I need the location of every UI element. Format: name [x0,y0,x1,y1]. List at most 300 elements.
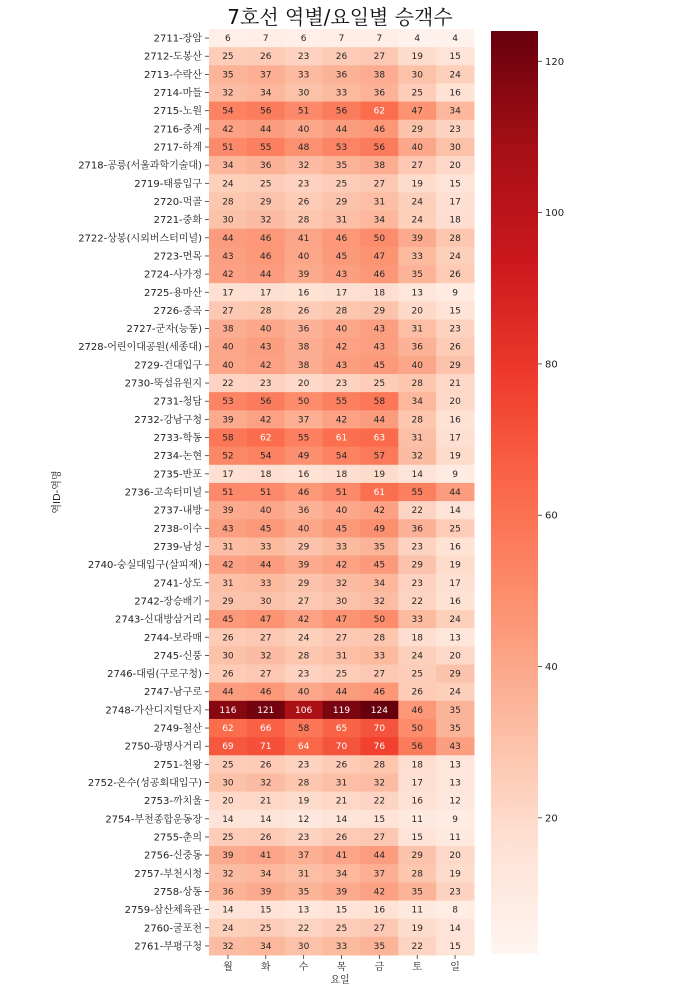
cell-value-label: 35 [373,542,386,553]
cell-value-label: 23 [297,669,310,680]
cell-value-label: 23 [297,832,310,843]
x-tick-labels [223,955,460,973]
cell-value-label: 16 [297,469,310,480]
cell-value-label: 26 [335,760,348,771]
x-axis-label: 요일 [330,975,350,986]
cell-value-label: 43 [373,342,386,353]
cell-value-label: 31 [335,651,348,662]
cell-value-label: 25 [260,179,272,190]
cell-value-label: 41 [335,851,348,862]
cell-value-label: 26 [297,197,310,208]
cell-value-label: 29 [222,596,234,607]
cell-value-label: 48 [297,143,310,154]
cell-value-label: 42 [260,360,272,371]
cell-value-label: 14 [335,814,348,825]
y-tick-label: 2735-반포 [153,469,202,481]
cell-value-label: 17 [335,288,348,299]
cell-value-label: 56 [260,397,272,408]
cell-value-label: 45 [335,251,348,262]
cell-value-label: 28 [373,760,386,771]
cell-value-label: 13 [411,288,423,299]
cell-value-label: 24 [411,215,423,226]
y-tick-label: 2729-건대입구 [134,360,202,372]
cell-value-label: 33 [335,88,348,99]
cell-value-label: 15 [449,306,461,317]
y-tick-label: 2752-온수(성공회대입구) [87,778,202,790]
cell-value-label: 45 [335,524,348,535]
cell-value-label: 44 [449,488,461,498]
cell-value-label: 70 [373,724,386,735]
cell-value-label: 19 [411,179,423,190]
cell-value-label: 18 [411,760,423,771]
cell-value-label: 56 [411,742,423,753]
cell-value-label: 34 [260,88,272,99]
cell-value-label: 30 [335,596,348,607]
cell-value-label: 63 [373,433,386,444]
cell-value-label: 23 [449,887,461,898]
cell-value-label: 62 [222,724,234,735]
cell-value-label: 19 [449,451,461,462]
cell-value-label: 39 [260,887,272,898]
cell-value-label: 47 [373,251,386,262]
cell-value-label: 24 [222,923,234,934]
cell-value-label: 13 [449,633,461,644]
cell-value-label: 14 [222,905,234,916]
cell-value-label: 39 [222,506,234,517]
cell-value-label: 39 [222,415,234,426]
cell-value-label: 26 [297,306,310,317]
cell-value-label: 30 [411,70,423,81]
cell-value-label: 19 [411,923,423,934]
cell-value-label: 42 [297,615,310,626]
cell-value-label: 40 [260,506,272,517]
cell-value-label: 31 [222,542,234,553]
cell-value-label: 44 [373,415,386,426]
y-tick-label: 2716-중계 [153,124,202,136]
cell-value-label: 49 [373,524,386,535]
cell-value-label: 32 [222,941,234,952]
y-tick-label: 2744-보라매 [143,632,202,644]
cell-value-label: 40 [222,360,234,371]
cell-value-label: 30 [297,941,310,952]
cell-value-label: 16 [411,796,423,807]
y-tick-label: 2749-철산 [153,723,202,735]
y-tick-label: 2728-어린이대공원(세종대) [78,342,202,354]
cell-value-label: 58 [373,397,386,408]
cell-value-label: 24 [411,197,423,208]
cell-value-label: 15 [260,905,272,916]
cell-value-label: 22 [411,596,423,607]
cell-value-label: 23 [335,379,348,390]
y-tick-label: 2715-노원 [153,106,202,118]
cell-value-label: 17 [260,288,272,299]
cell-value-label: 121 [257,705,275,716]
cell-value-label: 66 [260,724,272,735]
cell-value-label: 12 [449,796,461,807]
cell-value-label: 35 [222,70,234,81]
cell-value-label: 15 [449,52,461,63]
y-tick-label: 2736-고속터미널 [124,487,202,499]
cell-value-label: 13 [449,760,461,771]
cell-value-label: 42 [335,415,348,426]
y-axis-label: 역ID-역명 [52,470,63,514]
cell-value-label: 14 [449,923,461,934]
cell-value-label: 40 [411,360,423,371]
cell-value-label: 22 [222,379,234,390]
cell-value-label: 46 [373,687,386,698]
y-tick-label: 2751-천왕 [153,759,202,771]
cell-value-label: 14 [260,814,272,825]
cell-value-label: 25 [335,179,348,190]
cell-value-label: 35 [449,705,461,716]
cell-value-label: 34 [335,869,348,880]
cell-value-label: 46 [260,251,272,262]
cell-value-label: 45 [222,615,234,626]
cell-value-label: 27 [411,161,423,172]
cell-value-label: 7 [338,34,345,45]
cell-value-label: 52 [222,451,234,462]
y-tick-label: 2727-군자(능동) [126,324,202,336]
cell-value-label: 19 [411,52,423,63]
cell-value-label: 106 [295,705,313,716]
cell-value-label: 29 [373,306,386,317]
cell-value-label: 46 [373,124,386,135]
heatmap-cells [209,29,475,956]
x-tick-label: 일 [450,962,460,973]
cell-value-label: 34 [411,397,423,408]
cell-value-label: 27 [297,596,310,607]
cell-value-label: 43 [449,742,461,753]
y-tick-label: 2724-사가정 [143,269,202,281]
cell-value-label: 38 [373,70,386,81]
cell-value-label: 17 [449,578,461,589]
cell-value-label: 25 [222,832,234,843]
cell-value-label: 28 [297,215,310,226]
cell-value-label: 45 [373,360,386,371]
cell-value-label: 36 [411,342,423,353]
colorbar-ticks [538,57,564,825]
y-tick-label: 2722-상봉(시외버스터미널) [78,233,202,245]
cell-value-label: 40 [297,524,310,535]
y-tick-labels [78,32,209,953]
cell-value-label: 6 [225,34,231,45]
cell-value-label: 15 [449,179,461,190]
y-tick-label: 2718-공릉(서울과학기술대) [78,160,202,172]
cell-value-label: 19 [297,796,310,807]
cell-value-label: 54 [260,451,272,462]
cell-value-label: 29 [335,197,348,208]
cell-value-label: 43 [222,251,234,262]
cell-value-label: 17 [411,778,423,789]
cell-value-label: 55 [297,433,310,444]
y-tick-label: 2753-까치울 [143,796,202,808]
y-tick-label: 2733-학동 [153,433,202,445]
cell-value-label: 35 [411,887,423,898]
cell-value-label: 32 [222,88,234,99]
cell-value-label: 28 [373,633,386,644]
y-tick-label: 2725-용마산 [143,287,202,299]
cell-value-label: 20 [222,796,234,807]
cell-value-label: 17 [449,197,461,208]
cell-value-label: 24 [449,615,461,626]
cell-value-label: 39 [222,851,234,862]
cell-value-label: 35 [411,270,423,281]
cell-value-label: 43 [222,524,234,535]
cell-value-label: 43 [335,270,348,281]
cell-value-label: 23 [449,324,461,335]
y-tick-label: 2723-면목 [153,251,202,263]
cell-value-label: 7 [262,34,269,45]
cell-value-label: 32 [373,596,386,607]
cell-value-label: 30 [260,596,272,607]
y-tick-label: 2730-뚝섬유원지 [124,378,202,390]
cell-value-label: 30 [297,88,310,99]
cell-value-label: 36 [335,70,348,81]
cell-value-label: 24 [449,70,461,81]
cell-value-label: 11 [411,814,423,825]
cell-value-label: 33 [411,615,423,626]
cell-value-label: 30 [222,651,234,662]
cell-value-label: 47 [411,106,423,117]
cell-value-label: 26 [335,52,348,63]
cell-value-label: 14 [449,506,461,517]
cell-value-label: 44 [222,687,234,698]
y-tick-label: 2757-부천시청 [134,868,202,880]
cell-value-label: 40 [260,324,272,335]
cell-value-label: 27 [222,306,234,317]
cell-value-label: 54 [335,451,348,462]
x-tick-label: 월 [223,962,233,973]
cell-value-label: 47 [335,615,348,626]
cell-value-label: 26 [449,270,461,281]
cell-value-label: 54 [222,106,234,117]
y-tick-label: 2719-태릉입구 [134,178,202,190]
cell-value-label: 31 [335,215,348,226]
cell-value-label: 76 [373,742,386,753]
cell-value-label: 16 [297,288,310,299]
cell-value-label: 23 [297,179,310,190]
cell-value-label: 32 [260,215,272,226]
cell-value-label: 19 [449,560,461,571]
x-tick-label: 금 [374,962,385,973]
cell-value-label: 40 [335,506,348,517]
cell-value-label: 9 [452,469,458,480]
cell-value-label: 27 [373,923,386,934]
cell-value-label: 61 [335,433,348,444]
cell-value-label: 17 [222,469,234,480]
cell-value-label: 58 [222,433,234,444]
cell-value-label: 44 [222,233,234,244]
cell-value-label: 23 [449,124,461,135]
cell-value-label: 18 [260,469,272,480]
cell-value-label: 23 [260,379,272,390]
cell-value-label: 20 [449,397,461,408]
cell-value-label: 37 [297,415,310,426]
cell-value-label: 50 [373,615,386,626]
y-tick-label: 2748-가산디지털단지 [105,705,202,717]
cell-value-label: 28 [411,415,423,426]
cell-value-label: 28 [297,651,310,662]
y-tick-label: 2717-하계 [153,142,202,154]
x-tick-label: 목 [336,962,347,973]
cell-value-label: 46 [373,270,386,281]
cell-value-label: 15 [411,832,423,843]
cell-value-label: 34 [373,215,386,226]
cell-value-label: 31 [297,869,310,880]
cell-value-label: 33 [411,251,423,262]
y-tick-label: 2761-부평구청 [134,941,202,953]
cell-value-label: 43 [260,342,272,353]
y-tick-label: 2721-중화 [153,215,202,227]
colorbar-tick-label: 80 [545,359,558,371]
cell-value-label: 26 [260,760,272,771]
y-tick-label: 2758-상동 [153,886,202,898]
y-tick-label: 2743-신대방삼거리 [114,614,202,626]
cell-value-label: 29 [411,124,423,135]
y-tick-label: 2732-강남구청 [134,414,202,426]
cell-value-label: 45 [260,524,272,535]
cell-value-label: 40 [297,251,310,262]
y-tick-label: 2745-신풍 [153,650,202,662]
cell-value-label: 18 [449,215,461,226]
cell-value-label: 40 [297,124,310,135]
cell-value-label: 50 [373,233,386,244]
cell-value-label: 27 [260,633,272,644]
cell-value-label: 22 [411,506,423,517]
cell-value-label: 31 [222,578,234,589]
x-tick-label: 수 [298,962,309,973]
cell-value-label: 33 [373,651,386,662]
cell-value-label: 37 [373,869,386,880]
cell-value-label: 46 [260,233,272,244]
cell-value-label: 25 [335,923,348,934]
cell-value-label: 40 [222,342,234,353]
cell-value-label: 23 [297,760,310,771]
cell-value-label: 65 [335,724,348,735]
cell-value-label: 22 [373,796,386,807]
cell-value-label: 31 [411,433,423,444]
cell-value-label: 40 [411,143,423,154]
y-tick-label: 2741-상도 [153,578,202,590]
cell-value-label: 49 [297,451,310,462]
cell-value-label: 34 [222,161,234,172]
cell-value-label: 27 [373,179,386,190]
cell-value-label: 38 [222,324,234,335]
cell-value-label: 36 [373,88,386,99]
cell-value-label: 22 [411,941,423,952]
cell-value-label: 25 [449,524,461,535]
cell-value-label: 42 [373,887,386,898]
colorbar-tick-label: 20 [545,813,558,825]
cell-value-label: 27 [335,633,348,644]
cell-value-label: 29 [449,360,461,371]
cell-value-label: 28 [222,197,234,208]
cell-value-label: 13 [297,905,310,916]
cell-value-label: 39 [297,560,310,571]
cell-value-label: 26 [260,832,272,843]
cell-value-label: 116 [219,705,237,716]
cell-value-label: 34 [260,869,272,880]
cell-value-label: 70 [335,742,348,753]
cell-value-label: 71 [260,742,272,753]
cell-value-label: 45 [373,560,386,571]
cell-value-label: 25 [411,88,423,99]
y-tick-label: 2739-남성 [153,541,202,553]
cell-value-label: 16 [449,542,461,553]
cell-value-label: 62 [260,433,272,444]
cell-value-label: 32 [297,161,310,172]
y-tick-label: 2756-신중동 [143,850,202,862]
cell-value-label: 36 [297,324,310,335]
y-tick-label: 2746-대림(구로구청) [107,669,202,681]
cell-value-label: 43 [373,324,386,335]
cell-value-label: 18 [411,633,423,644]
cell-value-label: 35 [297,887,310,898]
y-tick-label: 2759-삼산체육관 [124,905,202,917]
colorbar-tick-label: 60 [545,510,558,522]
cell-value-label: 53 [335,143,348,154]
cell-value-label: 64 [297,742,310,753]
cell-value-label: 46 [411,705,423,716]
cell-value-label: 29 [411,851,423,862]
cell-value-label: 19 [449,869,461,880]
y-tick-label: 2731-청담 [153,396,202,408]
cell-value-label: 43 [335,360,348,371]
cell-value-label: 42 [222,124,234,135]
cell-value-label: 19 [373,469,386,480]
cell-value-label: 28 [411,869,423,880]
cell-value-label: 17 [222,288,234,299]
cell-value-label: 29 [411,560,423,571]
cell-value-label: 69 [222,742,234,753]
y-tick-label: 2714-마들 [153,88,202,100]
cell-value-label: 13 [449,778,461,789]
cell-value-label: 20 [411,306,423,317]
x-tick-label: 토 [412,962,423,973]
cell-value-label: 44 [260,270,272,281]
cell-value-label: 38 [373,161,386,172]
cell-value-label: 40 [335,324,348,335]
cell-value-label: 51 [335,488,348,498]
cell-value-label: 26 [411,687,423,698]
cell-value-label: 51 [260,488,272,498]
cell-value-label: 36 [297,506,310,517]
cell-value-label: 32 [411,451,423,462]
cell-value-label: 9 [452,288,458,299]
cell-value-label: 29 [297,578,310,589]
cell-value-label: 31 [335,778,348,789]
cell-value-label: 30 [222,215,234,226]
cell-value-label: 32 [373,778,386,789]
cell-value-label: 20 [449,161,461,172]
y-tick-label: 2712-도봉산 [143,51,202,63]
cell-value-label: 44 [335,687,348,698]
cell-value-label: 33 [260,578,272,589]
cell-value-label: 20 [297,379,310,390]
cell-value-label: 31 [373,197,386,208]
cell-value-label: 25 [411,669,423,680]
cell-value-label: 14 [222,814,234,825]
cell-value-label: 39 [335,887,348,898]
cell-value-label: 27 [260,669,272,680]
cell-value-label: 16 [449,88,461,99]
cell-value-label: 25 [260,923,272,934]
cell-value-label: 21 [335,796,348,807]
cell-value-label: 25 [373,379,386,390]
cell-value-label: 32 [260,651,272,662]
cell-value-label: 20 [449,651,461,662]
cell-value-label: 55 [411,488,423,498]
